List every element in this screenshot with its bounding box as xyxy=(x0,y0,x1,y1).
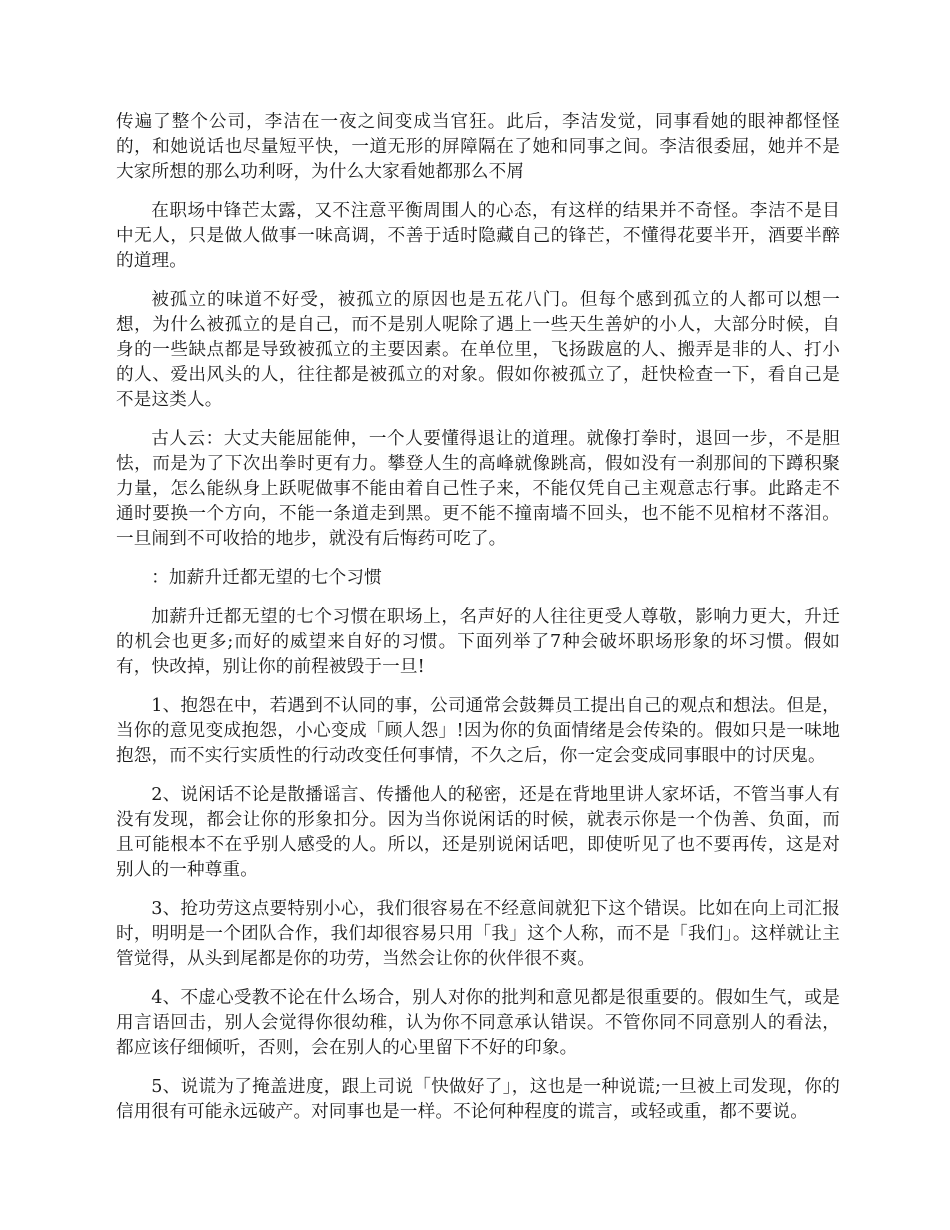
list-item-2: 2、说闲话不论是散播谣言、传播他人的秘密，还是在背地里讲人家坏话，不管当事人有没有发现，都会让你的形象扣分。因为当你说闲话的时候，就表示你是一个伪善、负面，而且可能根本不在乎别人感受的人。所以，还是别说闲话吧，即使听见了也不要再传，这是对别人的一种尊重。 xyxy=(116,785,840,880)
list-item-5: 5、说谎为了掩盖进度，跟上司说「快做好了」，这也是一种说谎;一旦被上司发现，你的信用很有可能永远破产。对同事也是一样。不论何种程度的谎言，或轻或重，都不要说。 xyxy=(116,1077,840,1122)
paragraph-3: 被孤立的味道不好受，被孤立的原因也是五花八门。但每个感到孤立的人都可以想一想，为什么被孤立的是自己，而不是别人呢除了遇上一些天生善妒的小人，大部分时候，自身的一些缺点都是导致被孤立的主要因素。在单位里，飞扬跋扈的人、搬弄是非的人、打小的人、爱出风头的人，往往都是被孤立的对象。假如你被孤立了，赶快检查一下，看自己是不是这类人。 xyxy=(116,290,840,410)
list-item-4: 4、不虚心受教不论在什么场合，别人对你的批判和意见都是很重要的。假如生气，或是用言语回击，别人会觉得你很幼稚，认为你不同意承认错误。不管你同不同意别人的看法，都应该仔细倾听，否则，会在别人的心里留下不好的印象。 xyxy=(116,988,840,1058)
list-item-3: 3、抢功劳这点要特别小心，我们很容易在不经意间就犯下这个错误。比如在向上司汇报时，明明是一个团队合作，我们却很容易只用「我」这个人称，而不是「我们」。这样就让主管觉得，从头到尾都是你的功劳，当然会让你的伙伴很不爽。 xyxy=(116,899,840,969)
document-body xyxy=(116,110,840,1139)
paragraph-2: 在职场中锋芒太露，又不注意平衡周围人的心态，有这样的结果并不奇怪。李洁不是目中无人，只是做人做事一味高调，不善于适时隐藏自己的锋芒，不懂得花要半开，酒要半醉的道理。 xyxy=(116,201,840,271)
paragraph-4: 古人云：大丈夫能屈能伸，一个人要懂得退让的道理。就像打拳时，退回一步，不是胆怯，而是为了下次出拳时更有力。攀登人生的高峰就像跳高，假如没有一刹那间的下蹲积聚力量，怎么能纵身上跃呢做事不能由着自己性子来，不能仅凭自己主观意志行事。此路走不通时要换一个方向，不能一条道走到黑。更不能不撞南墙不回头，也不能不见棺材不落泪。一旦闹到不可收拾的地步，就没有后悔药可吃了。 xyxy=(116,429,840,549)
list-item-1: 1、抱怨在中，若遇到不认同的事，公司通常会鼓舞员工提出自己的观点和想法。但是，当你的意见变成抱怨，小心变成「顾人怨」!因为你的负面情绪是会传染的。假如只是一味地抱怨，而不实行实质性的行动改变任何事情，不久之后，你一定会变成同事眼中的讨厌鬼。 xyxy=(116,696,840,766)
paragraph-6: 加薪升迁都无望的七个习惯在职场上，名声好的人往往更受人尊敬，影响力更大，升迁的机会也更多;而好的威望来自好的习惯。下面列举了7种会破坏职场形象的坏习惯。假如有，快改掉，别让你的前程被毁于一旦! xyxy=(116,607,840,677)
section-heading: ：加薪升迁都无望的七个习惯 xyxy=(151,568,382,588)
paragraph-1: 传遍了整个公司，李洁在一夜之间变成当官狂。此后，李洁发觉，同事看她的眼神都怪怪的，和她说话也尽量短平快，一道无形的屏障隔在了她和同事之间。李洁很委屈，她并不是大家所想的那么功利呀，为什么大家看她都那么不屑 xyxy=(116,112,840,182)
